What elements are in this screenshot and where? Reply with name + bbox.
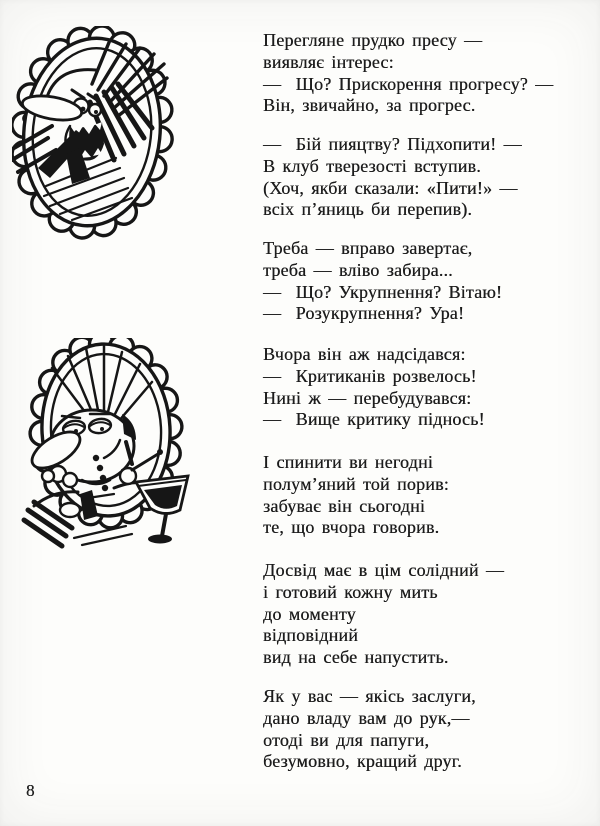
stanza-6 xyxy=(263,560,595,669)
poem-line: і готовий кожну мить xyxy=(263,581,438,602)
poem-line: дано владу вам до рук,— xyxy=(263,707,470,728)
poem-line: виявляє інтерес: xyxy=(263,51,394,72)
poem-line: В клуб тверезості вступив. xyxy=(263,155,481,176)
stanza-4 xyxy=(263,344,595,431)
stanza-5 xyxy=(263,452,595,539)
poem-line: Треба — вправо завертає, xyxy=(263,238,473,258)
poem-line: те, що вчора говорив. xyxy=(263,517,440,538)
poem-line: всіх п’яниць би перепив). xyxy=(263,199,473,220)
poem-line: безумовно, кращий друг. xyxy=(263,751,462,772)
poem-line: вид на себе напустить. xyxy=(263,647,449,668)
poem-line: — Критиканів розвелось! xyxy=(263,365,477,386)
page-number: 8 xyxy=(26,781,35,800)
poem-line: І спинити ви негодні xyxy=(263,452,433,472)
stanza-3 xyxy=(263,238,595,325)
poem-line: Вчора він аж надсідався: xyxy=(263,344,466,364)
poem-line: відповідний xyxy=(263,625,359,646)
poem-line: треба — вліво забира... xyxy=(263,259,453,280)
poem-line: Він, звичайно, за прогрес. xyxy=(263,95,476,116)
poem-line: Перегляне прудко пресу — xyxy=(263,30,483,50)
poem-line: полум’яний той порив: xyxy=(263,473,449,494)
poem-line: Нині ж — перебудувався: xyxy=(263,387,472,408)
poem-line: забуває він сьогодні xyxy=(263,495,426,516)
stanza-2 xyxy=(263,134,595,221)
tipsy-man-illustration xyxy=(18,338,203,553)
poem-line: до моменту xyxy=(263,603,356,624)
poem-line: отоді ви для папуги, xyxy=(263,729,430,750)
stanza-1 xyxy=(263,30,595,117)
poem-line: (Хоч, якби сказали: «Пити!» — xyxy=(263,177,518,198)
poem-line: — Розукрупнення? Ура! xyxy=(263,303,465,324)
poem-line: — Що? Укрупнення? Вітаю! xyxy=(263,281,503,302)
poem-line: Досвід має в цім солідний — xyxy=(263,560,505,580)
poem-line: — Що? Прискорення прогресу? — xyxy=(263,73,554,94)
poem-line: — Вище критику піднось! xyxy=(263,409,485,430)
stanza-7 xyxy=(263,686,595,773)
poem-line: Як у вас — якісь заслуги, xyxy=(263,686,476,706)
shouting-man-illustration xyxy=(12,26,197,241)
poem-line: — Бій пияцтву? Підхопити! — xyxy=(263,134,522,154)
